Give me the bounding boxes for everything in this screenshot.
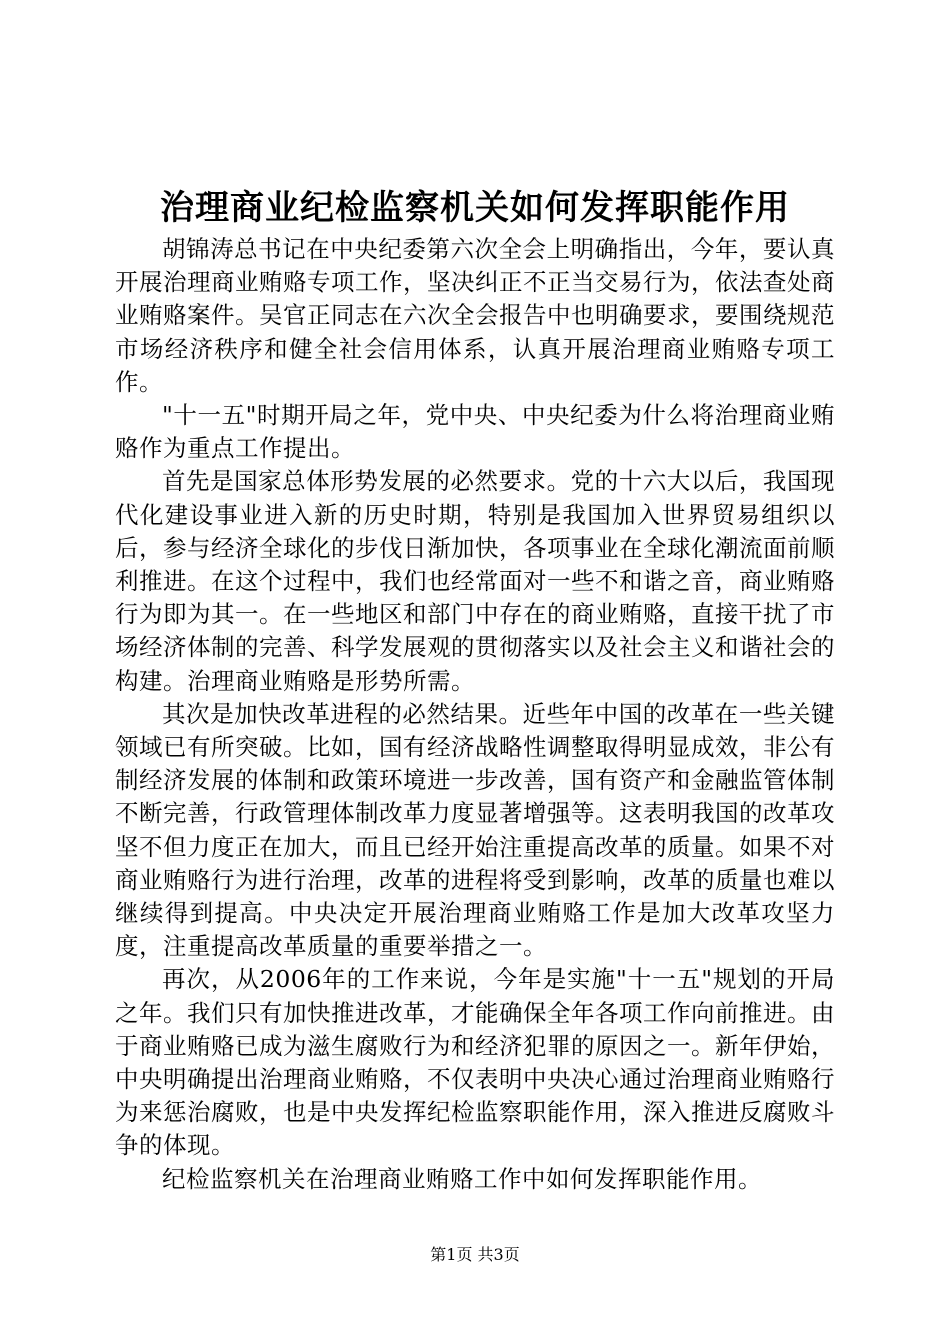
paragraph: 纪检监察机关在治理商业贿赂工作中如何发挥职能作用。 xyxy=(162,1164,762,1193)
paragraph: 其次是加快改革进程的必然结果。近些年中国的改革在一些关键领域已有所突破。比如，国有经济战略性调整取得明显成效，非公有制经济发展的体制和政策环境进一步改善，国有资产和金融监管体制不断完善，行政管理体制改革力度显著增强等。这表明我国的改革攻坚不但力度正在加大，而且已经开始注重提高改革的质量。如果不对商业贿赂行为进行治理，改革的进程将受到影响，改革的质量也难以继续得到提高。中央决定开展治理商业贿赂工作是加大改革攻坚力度，注重提高改革质量的重要举措之一。 xyxy=(115,699,835,961)
page-total: 共3页 xyxy=(477,1245,520,1264)
page-number: 第1页 xyxy=(430,1245,473,1264)
paragraph: 胡锦涛总书记在中央纪委第六次全会上明确指出，今年，要认真开展治理商业贿赂专项工作，坚决纠正不正当交易行为，依法查处商业贿赂案件。吴官正同志在六次全会报告中也明确要求，要围绕规范市场经济秩序和健全社会信用体系，认真开展治理商业贿赂专项工作。 xyxy=(115,235,835,396)
document-title: 治理商业纪检监察机关如何发挥职能作用 xyxy=(160,188,790,228)
paragraph: 再次，从2006年的工作来说，今年是实施"十一五"规划的开局之年。我们只有加快推进改革，才能确保全年各项工作向前推进。由于商业贿赂已成为滋生腐败行为和经济犯罪的原因之一。新年伊始，中央明确提出治理商业贿赂，不仅表明中央决心通过治理商业贿赂行为来惩治腐败，也是中央发挥纪检监察职能作用，深入推进反腐败斗争的体现。 xyxy=(115,965,835,1160)
page-footer xyxy=(0,1244,950,1266)
document-body xyxy=(115,233,835,1196)
paragraph: "十一五"时期开局之年，党中央、中央纪委为什么将治理商业贿赂作为重点工作提出。 xyxy=(115,401,835,463)
paragraph: 首先是国家总体形势发展的必然要求。党的十六大以后，我国现代化建设事业进入新的历史时期，特别是我国加入世界贸易组织以后，参与经济全球化的步伐日渐加快，各项事业在全球化潮流面前顺利推进。在这个过程中，我们也经常面对一些不和谐之音，商业贿赂行为即为其一。在一些地区和部门中存在的商业贿赂，直接干扰了市场经济体制的完善、科学发展观的贯彻落实以及社会主义和谐社会的构建。治理商业贿赂是形势所需。 xyxy=(115,467,835,695)
